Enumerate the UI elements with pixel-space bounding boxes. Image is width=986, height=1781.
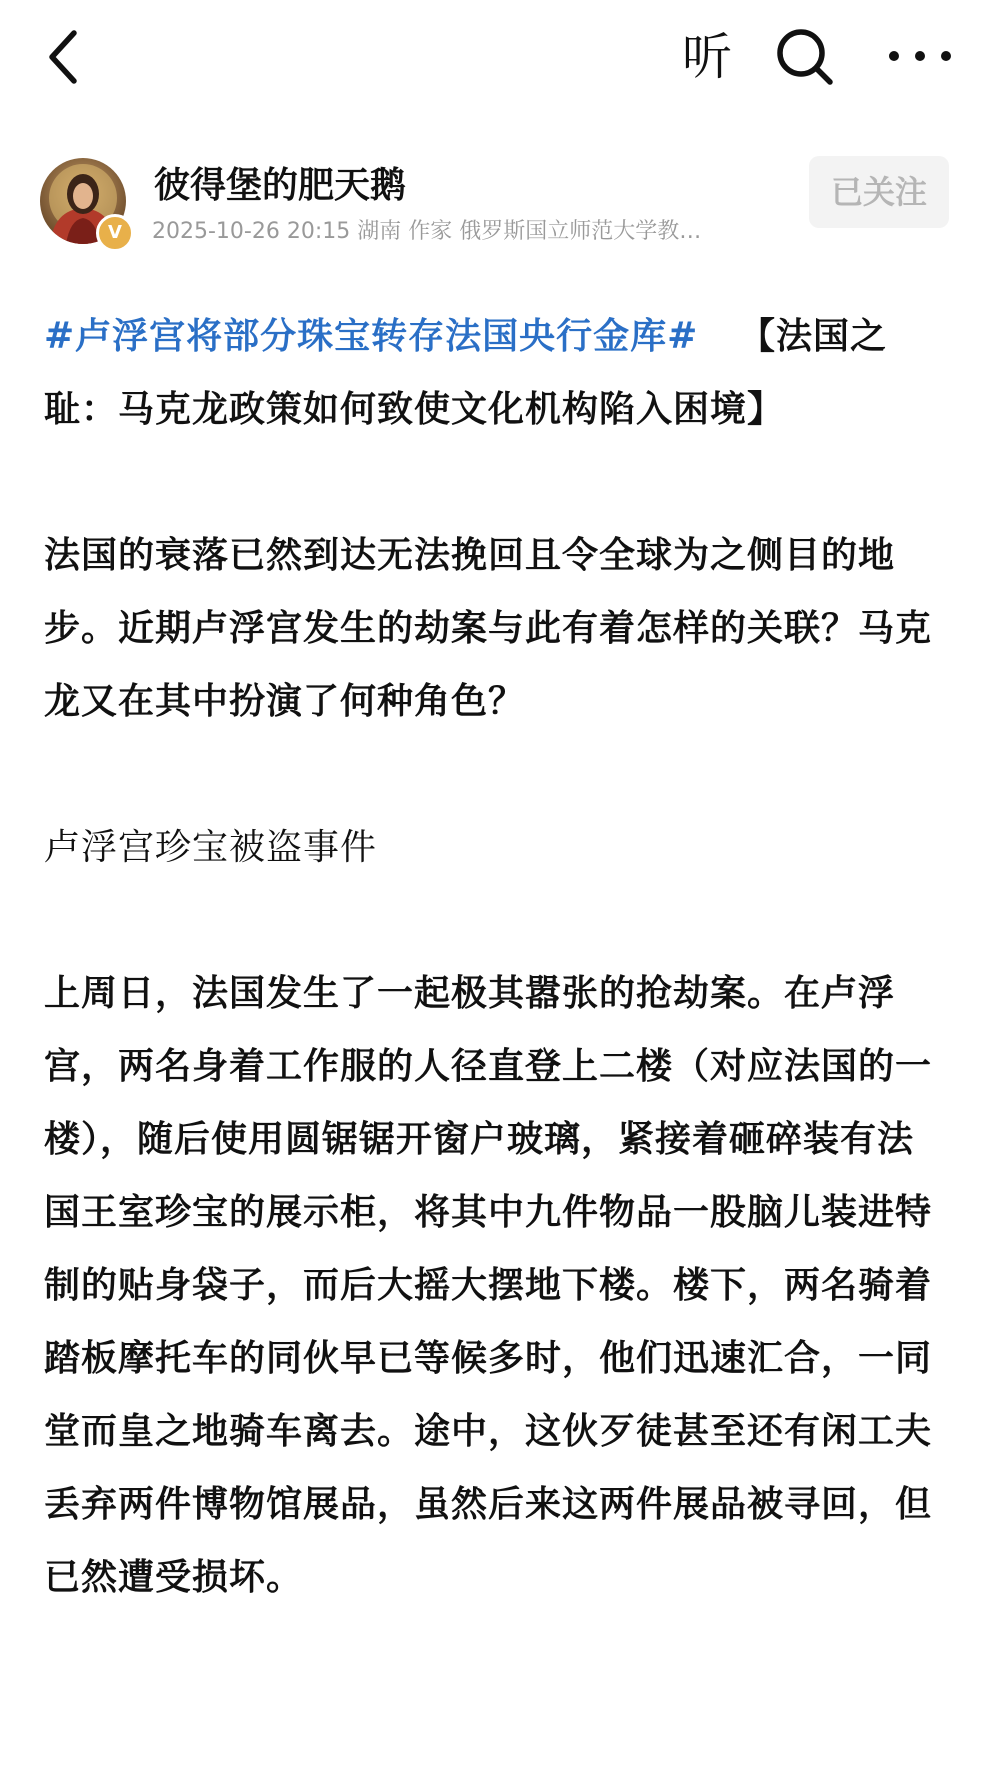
chevron-left-icon <box>44 27 84 87</box>
more-button[interactable] <box>880 26 960 86</box>
author-name[interactable]: 彼得堡的肥天鹅 <box>154 164 407 206</box>
back-button[interactable] <box>40 22 88 92</box>
section-heading: 卢浮宫珍宝被盗事件 <box>44 827 378 868</box>
article-headline: 【法国之耻：马克龙政策如何致使文化机构陷入困境】 <box>44 315 887 430</box>
listen-button[interactable]: 听 <box>682 28 732 86</box>
topic-tag-link[interactable]: #卢浮宫将部分珠宝转存法国央行金库# <box>44 315 699 357</box>
paragraph: 上周日，法国发生了一起极其嚣张的抢劫案。在卢浮宫，两名身着工作服的人径直登上二楼（对应法国的一楼），随后使用圆锯锯开窗户玻璃，紧接着砸碎装有法国王室珍宝的展示柜，将其中九件物品一股脑儿装进特制的贴身袋子，而后大摇大摆地下楼。楼下，两名骑着踏板摩托车的同伙早已等候多时，他们迅速汇合，一同堂而皇之地骑车离去。途中，这伙歹徒甚至还有闲工夫丢弃两件博物馆展品，虽然后来这两件展品被寻回，但已然遭受损坏。 <box>44 972 933 1598</box>
search-button[interactable] <box>772 24 838 90</box>
top-navigation-bar <box>0 0 986 120</box>
post-meta: 2025-10-26 20:15 湖南 作家 俄罗斯国立师范大学教… <box>152 219 702 244</box>
follow-button[interactable]: 已关注 <box>809 156 949 228</box>
article-intro <box>44 300 936 446</box>
article-body <box>44 300 936 1687</box>
paragraph: 法国的衰落已然到达无法挽回且令全球为之侧目的地步。近期卢浮宫发生的劫案与此有着怎样的关联？马克龙又在其中扮演了何种角色？ <box>44 534 933 722</box>
author-header <box>40 158 950 258</box>
more-horizontal-icon <box>880 26 960 86</box>
verified-badge: V <box>96 214 134 252</box>
search-icon <box>772 24 838 90</box>
